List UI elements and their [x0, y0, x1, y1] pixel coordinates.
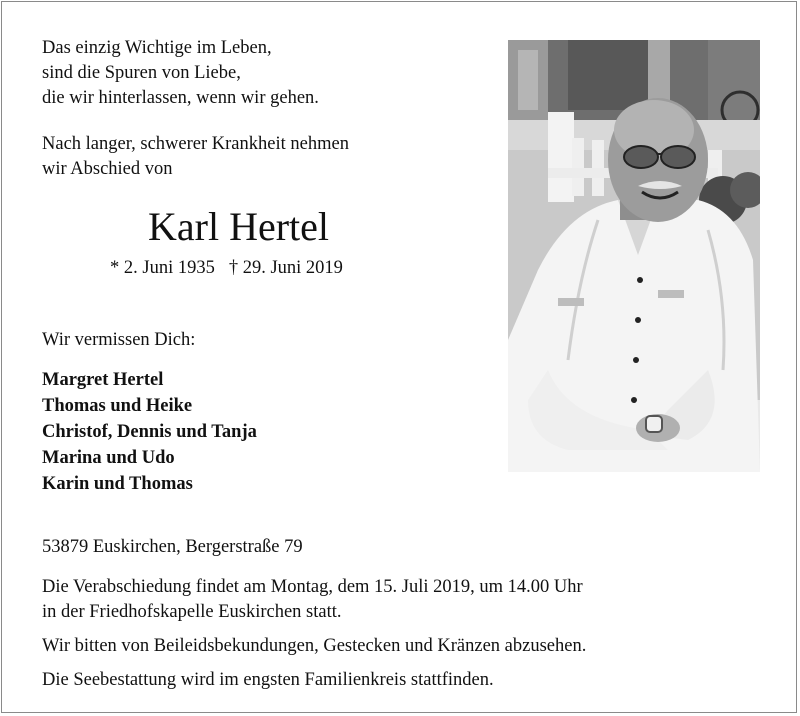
portrait-photo [508, 40, 760, 472]
mourner-5: Karin und Thomas [42, 474, 193, 494]
notice-condolences: Wir bitten von Beileidsbekundungen, Gestecken und Kränzen abzusehen. [42, 636, 587, 656]
intro-line-1: Nach langer, schwerer Krankheit nehmen [42, 134, 349, 154]
quote-line-1: Das einzig Wichtige im Leben, [42, 38, 272, 58]
mourner-2: Thomas und Heike [42, 396, 193, 416]
deceased-name: Karl Hertel [148, 204, 330, 249]
notice-ceremony-line-2: in der Friedhofskapelle Euskirchen statt. [42, 602, 342, 622]
mourners-heading: Wir vermissen Dich: [42, 330, 196, 350]
quote-line-2: sind die Spuren von Liebe, [42, 63, 241, 83]
mourner-1: Margret Hertel [42, 370, 164, 390]
quote-line-3: die wir hinterlassen, wenn wir gehen. [42, 88, 319, 108]
notice-ceremony-line-1: Die Verabschiedung findet am Montag, dem 15. Juli 2019, um 14.00 Uhr [42, 577, 583, 597]
address: 53879 Euskirchen, Bergerstraße 79 [42, 537, 303, 557]
death-date: † 29. Juni 2019 [228, 258, 343, 278]
mourner-4: Marina und Udo [42, 448, 175, 468]
mourner-3: Christof, Dennis und Tanja [42, 422, 257, 442]
intro-line-2: wir Abschied von [42, 159, 173, 179]
birth-date: * 2. Juni 1935 [110, 258, 215, 278]
notice-sea-burial: Die Seebestattung wird im engsten Familienkreis stattfinden. [42, 670, 494, 690]
life-dates [110, 256, 343, 280]
